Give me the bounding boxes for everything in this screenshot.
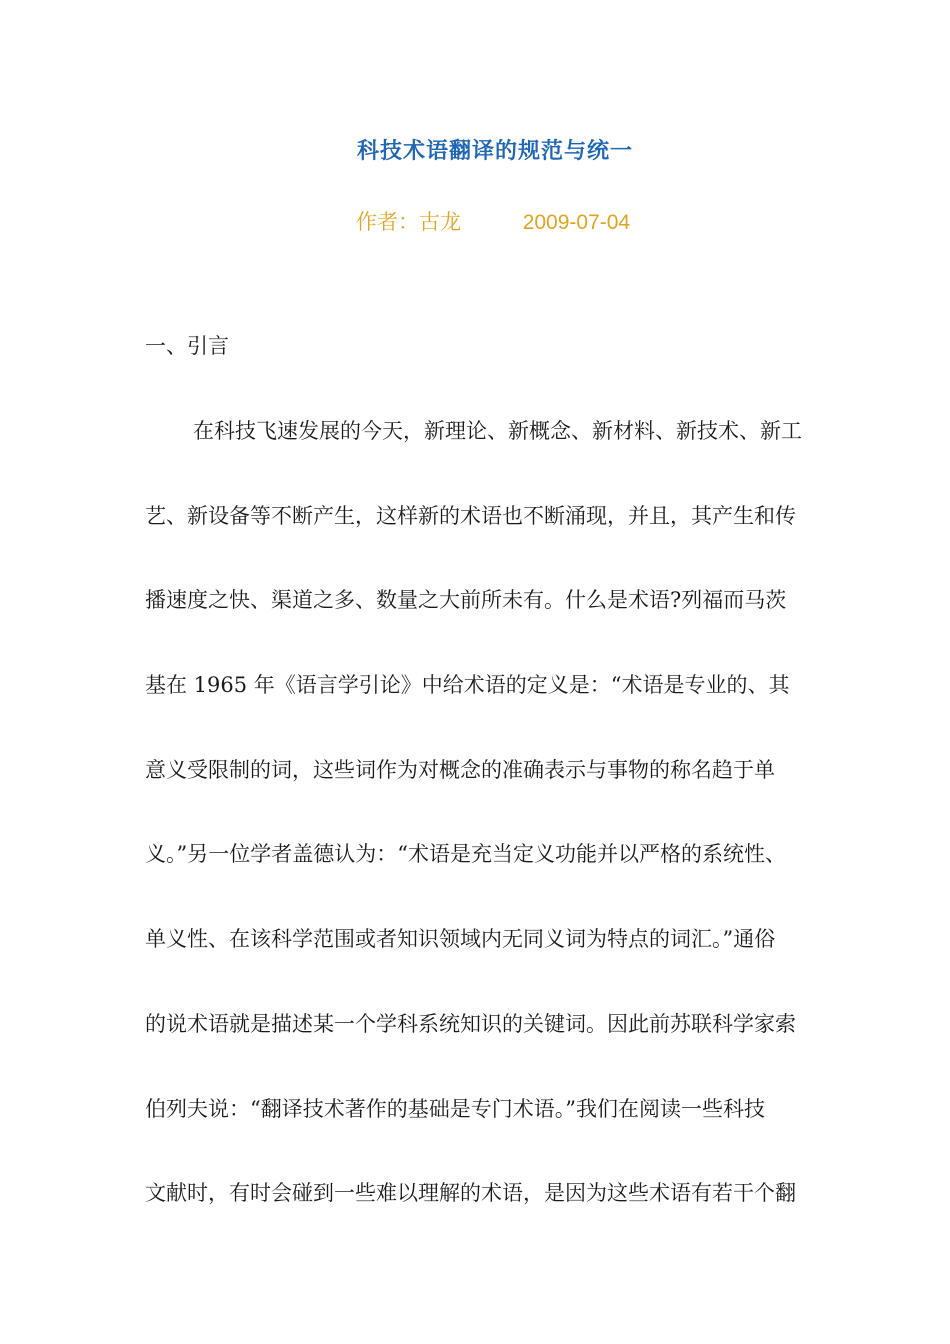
author-label: 作者：古龙 [356, 210, 461, 234]
paragraph-line: 单义性、在该科学范围或者知识领域内无同义词为特点的词汇。”通俗 [145, 927, 776, 951]
paragraph-line: 意义受限制的词，这些词作为对概念的准确表示与事物的称名趋于单 [145, 758, 775, 782]
byline [356, 206, 630, 236]
paragraph-line: 文献时，有时会碰到一些难以理解的术语，是因为这些术语有若干个翻 [145, 1181, 796, 1205]
document-title: 科技术语翻译的规范与统一 [356, 138, 633, 164]
paragraph-line: 播速度之快、渠道之多、数量之大前所未有。什么是术语?列福而马茨 [145, 588, 787, 612]
paragraph-line: 基在 1965 年《语言学引论》中给术语的定义是：“术语是专业的、其 [145, 673, 790, 697]
paragraph-line: 在科技飞速发展的今天，新理论、新概念、新材料、新技术、新工 [193, 419, 802, 443]
paragraph-line: 伯列夫说：“翻译技术著作的基础是专门术语。”我们在阅读一些科技 [145, 1097, 765, 1121]
section-heading: 一、引言 [145, 334, 229, 358]
paragraph-line: 艺、新设备等不断产生，这样新的术语也不断涌现，并且，其产生和传 [145, 504, 796, 528]
paragraph-line: 义。”另一位学者盖德认为：“术语是充当定义功能并以严格的系统性、 [145, 842, 786, 866]
publish-date: 2009-07-04 [522, 211, 631, 234]
paragraph-line: 的说术语就是描述某一个学科系统知识的关键词。因此前苏联科学家索 [145, 1012, 796, 1036]
